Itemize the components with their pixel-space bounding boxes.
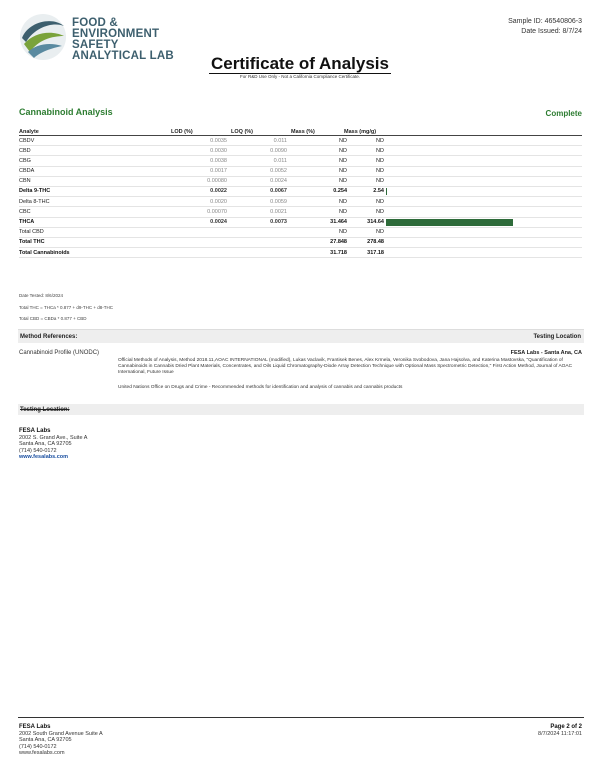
mass-bar (386, 188, 387, 195)
cell-mass-mg: ND (376, 157, 384, 164)
testing-location-section-heading: Testing Location: (20, 406, 70, 413)
cell-analyte: CBG (19, 157, 31, 164)
footer-address (19, 724, 103, 757)
cell-analyte: Total CBD (19, 229, 44, 236)
cell-loq: 0.0052 (270, 168, 287, 175)
cell-lod: 0.0035 (210, 137, 227, 144)
table-row (19, 228, 582, 238)
cell-mass: ND (339, 198, 347, 205)
cell-mass-mg: ND (376, 208, 384, 215)
testing-location-heading: Testing Location (533, 333, 581, 340)
cell-mass-mg: 278.48 (367, 239, 384, 246)
table-row (19, 177, 582, 187)
cell-lod: 0.00070 (207, 208, 227, 215)
sample-id: Sample ID: 46540806-3 (508, 18, 582, 25)
table-row (19, 238, 582, 248)
table-row (19, 136, 582, 146)
table-body (19, 136, 582, 258)
cell-mass-mg: ND (376, 198, 384, 205)
sample-meta (508, 17, 582, 37)
cell-mass-mg: ND (376, 229, 384, 236)
col-analyte: Analyte (19, 128, 39, 135)
footer-phone: (714) 540-0172 (19, 743, 57, 750)
mass-bar-area (386, 219, 576, 226)
testing-location-address (19, 428, 87, 461)
cell-analyte: Delta 9-THC (19, 188, 51, 195)
cell-mass: 27.848 (330, 239, 347, 246)
cell-loq: 0.011 (273, 157, 287, 164)
cell-mass-mg: 317.18 (367, 249, 384, 256)
cell-analyte: Total THC (19, 239, 45, 246)
cell-analyte: CBD (19, 147, 31, 154)
cell-lod: 0.0017 (210, 168, 227, 175)
cell-loq: 0.0059 (270, 198, 287, 205)
table-row (19, 207, 582, 217)
method-references-heading: Method References: (20, 333, 78, 340)
mass-bar (386, 219, 513, 226)
method-reference-1: Official Methods of Analysis, Method 2018.11,AOAC INTERNATIONAL (modified), Lukas Vaclavik, Frantisek Benes, Alex Krmela, Veronika Svobodova, Jana Hajsolva, and Katerina Mastovska, "Quantification of Cannabinoids in Cannabis Dried Plant Materials, Concentrates, and Oils Liquid Chromatography-Diode Array Detection Technique with Optional Mass Spectrometric Detection," First Action Method, Journal of AOAC International, Future Issue (118, 358, 573, 376)
cell-analyte: CBDA (19, 168, 35, 175)
table-row (19, 146, 582, 156)
logo-line-4: ANALYTICAL LAB (72, 50, 174, 62)
cell-loq: 0.0090 (270, 147, 287, 154)
cell-mass-mg: ND (376, 178, 384, 185)
cell-analyte: CBN (19, 178, 31, 185)
mass-bar-area (386, 188, 576, 195)
date-issued: Date Issued: 8/7/24 (521, 28, 582, 35)
cell-analyte: Delta 8-THC (19, 198, 50, 205)
table-row (19, 218, 582, 228)
cell-mass: ND (339, 229, 347, 236)
method-name: Cannabinoid Profile (UNODC) (19, 350, 100, 356)
lab-location: FESA Labs - Santa Ana, CA (510, 350, 582, 356)
method-references-bar (18, 329, 584, 343)
cell-loq: 0.0024 (270, 178, 287, 185)
cell-analyte: Total Cannabinoids (19, 249, 70, 256)
total-thc-formula: Total THC = THCa * 0.877 + d9-THC + d8-THC (19, 304, 113, 310)
logo-line-3: SAFETY (72, 39, 119, 51)
cell-loq: 0.0021 (270, 208, 287, 215)
status-badge: Complete (545, 109, 582, 118)
footer-divider (18, 717, 584, 718)
table-row (19, 197, 582, 207)
col-mass-mg: Mass (mg/g) (344, 128, 377, 135)
lab-name: FESA Labs (19, 428, 51, 434)
notes (19, 290, 113, 325)
cannabinoid-table (19, 127, 582, 258)
footer-timestamp: 8/7/2024 11:17:01 (538, 731, 582, 737)
cell-mass: ND (339, 147, 347, 154)
cell-mass: 31.464 (330, 219, 347, 225)
col-loq: LOQ (%) (231, 128, 253, 135)
total-cbd-formula: Total CBD = CBDa * 0.877 + CBD (19, 316, 87, 321)
cell-mass: 0.254 (333, 188, 347, 195)
table-row (19, 167, 582, 177)
footer-lab-name: FESA Labs (19, 724, 51, 730)
footer-address-1: 2002 South Grand Avenue Suite A (19, 730, 103, 737)
cell-mass: ND (339, 178, 347, 185)
cell-mass-mg: 2.54 (373, 188, 384, 195)
page-number: Page 2 of 2 (550, 724, 582, 730)
cell-mass: 31.718 (330, 249, 347, 256)
cell-analyte: CBC (19, 208, 31, 215)
document-title-wrap (0, 54, 600, 74)
cell-mass-mg: ND (376, 168, 384, 175)
table-row (19, 248, 582, 258)
cell-mass: ND (339, 208, 347, 215)
footer-address-2: Santa Ana, CA 92705 (19, 737, 72, 744)
table-header (19, 127, 582, 136)
cell-analyte: THCA (19, 219, 35, 225)
cell-mass-mg: ND (376, 137, 384, 144)
logo-line-1: FOOD & (72, 17, 118, 29)
cell-lod: 0.0024 (210, 219, 227, 225)
lab-address-1: 2002 S. Grand Ave., Suite A (19, 434, 88, 441)
col-lod: LOD (%) (171, 128, 193, 135)
document-title: Certificate of Analysis (211, 54, 389, 73)
footer-page-info (538, 724, 582, 738)
method-reference-2: United Nations Office on Drugs and Crime - Recommended methods for identification and analysis of cannabis and cannabis products (118, 385, 403, 390)
cell-mass: ND (339, 137, 347, 144)
lab-phone: (714) 540-0172 (19, 447, 57, 454)
table-row (19, 156, 582, 166)
cell-loq: 0.0067 (270, 188, 287, 195)
lab-website-link[interactable]: www.fesalabs.com (19, 454, 69, 460)
cell-analyte: CBDV (19, 137, 35, 144)
cell-lod: 0.0022 (210, 188, 227, 195)
section-title: Cannabinoid Analysis (19, 107, 113, 117)
table-row (19, 187, 582, 197)
cell-lod: 0.0020 (210, 198, 227, 205)
cell-mass-mg: ND (376, 147, 384, 154)
cell-loq: 0.011 (273, 137, 287, 144)
document-subtitle: For R&D Use Only - Not a California Compliance Certificate. (239, 74, 361, 79)
logo-line-2: ENVIRONMENT (72, 28, 160, 40)
cell-lod: 0.0038 (210, 157, 227, 164)
cell-loq: 0.0073 (270, 219, 287, 225)
testing-location-bar (18, 404, 584, 415)
cell-mass-mg: 314.64 (367, 219, 384, 225)
col-mass: Mass (%) (291, 128, 315, 135)
cell-mass: ND (339, 168, 347, 175)
cell-mass: ND (339, 157, 347, 164)
cell-lod: 0.00080 (207, 178, 227, 185)
date-tested: Date Tested: 8/6/2024 (19, 293, 63, 298)
lab-address-2: Santa Ana, CA 92705 (19, 441, 72, 447)
footer-website[interactable]: www.fesalabs.com (19, 750, 65, 757)
cell-lod: 0.0030 (210, 147, 227, 154)
